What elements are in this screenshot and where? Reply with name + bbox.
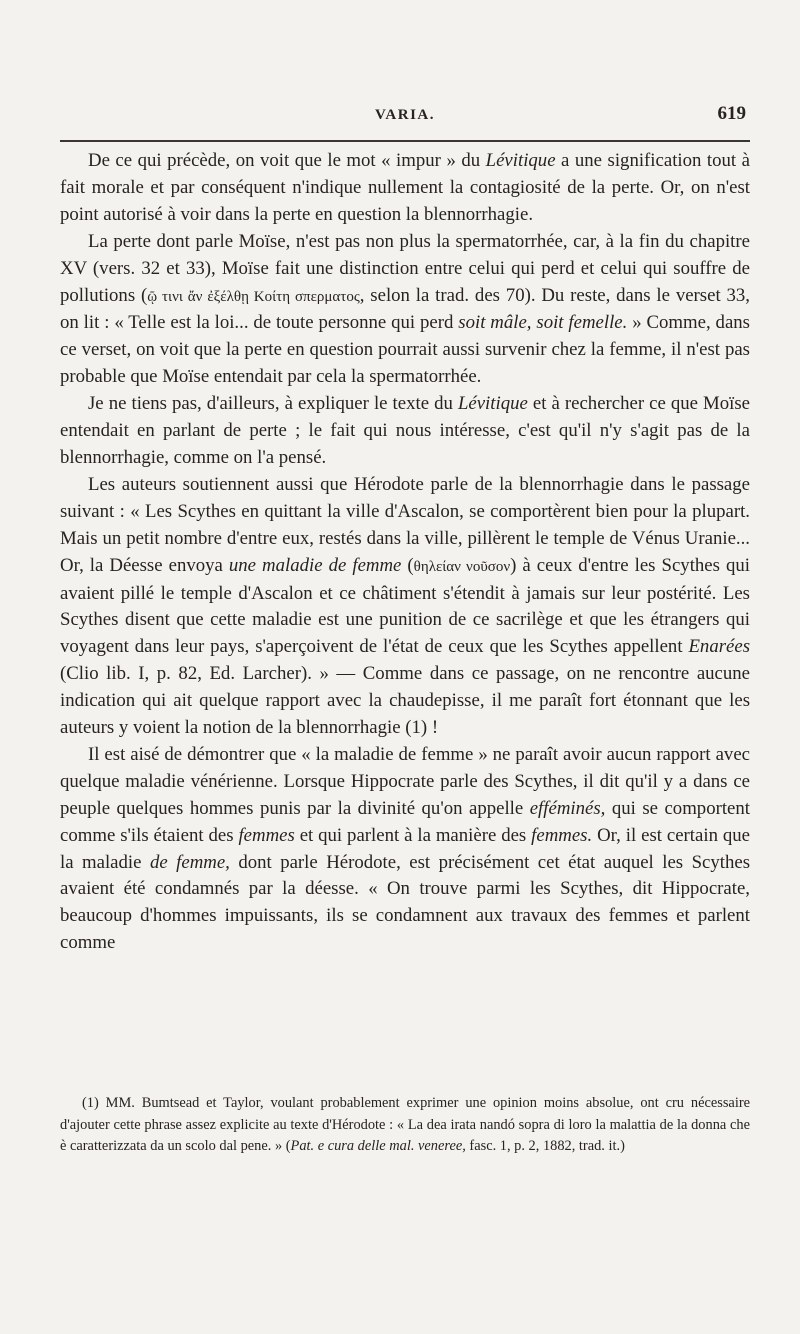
paragraph [60, 229, 750, 391]
text-span: et qui parlent à la manière des [294, 824, 532, 846]
italic-span: efféminés, [529, 797, 606, 819]
text-span: Il est aisé de démontrer que « la maladie de femme » ne paraît avoir aucun rapport avec quelque maladie vénérienne. Lorsque Hippocrate parle des Scythes, il dit qu'il y a dans ce peuple quelques hommes punis par la divinité qu'on appelle [60, 743, 750, 819]
paragraph [60, 742, 750, 957]
text-span: a une signification tout à fait morale et par conséquent n'indique nullement la contagiosité de la perte. Or, on n'est point autorisé à voir dans la perte en question la blennorrhagie. [60, 150, 750, 225]
text-span: dont parle Hérodote, est précisément cet état auquel les Scythes avaient été condamnés par la déesse. « On trouve parmi les Scythes, dit Hippocrate, beaucoup d'hommes impuissants, ils se condamnent aux travaux des femmes et parlent comme [60, 851, 750, 954]
text-span: Je ne tiens pas, d'ailleurs, à expliquer le texte du [88, 393, 458, 415]
italic-span: femmes [238, 824, 295, 846]
text-span: De ce qui précède, on voit que le mot « impur » du [88, 150, 486, 171]
header-rule [60, 140, 750, 142]
text-span: (1) MM. Bumtsead et Taylor, voulant probablement exprimer une opinion moins absolue, ont cru nécessaire d'ajouter cette phrase assez explicite au texte d'Hérodote : « La dea irata nandó sopra di loro la malattia de la donna che è caratterizzata da un scolo dal pene. » ( [60, 1095, 750, 1155]
text-span: » Comme, dans ce verset, on voit que la perte en question pourrait aussi survenir chez la femme, il n'est pas probable que Moïse entendait par cela la spermatorrhée. [60, 312, 750, 388]
italic-span: femmes. [531, 824, 593, 846]
text-span: La perte dont parle Moïse, n'est pas non plus la spermatorrhée, car, à la fin du chapitre XV (vers. 32 et 33), Moïse fait une distinction entre celui qui perd et celui qui souffre de pollutions ( [60, 230, 750, 306]
italic-span: Lévitique [485, 150, 556, 171]
text-span: , selon la trad. des 70). Du reste, dans le verset 33, on lit : « Telle est la loi... de toute personne qui perd [60, 284, 750, 334]
text-span: (Clio lib. I, p. 82, Ed. Larcher). » — Comme dans ce passage, on ne rencontre aucune indication qui ait quelque rapport avec la chaudepisse, il me paraît fort étonnant que les auteurs y voient la notion de la blennorrhagie (1) ! [60, 663, 750, 739]
text-span: Or, il est certain que la maladie [60, 824, 750, 873]
text-span: ( [401, 554, 414, 576]
text-span: Les auteurs soutiennent aussi que Hérodote parle de la blennorrhagie dans le passage suivant : « Les Scythes en quittant la ville d'Ascalon, se comportèrent bien pour la plupart. Mais un petit nombre d'entre eux, restés dans la ville, pillèrent le temple de Vénus Uranie... Or, la Déesse envoya [60, 473, 750, 576]
body-text [60, 148, 750, 957]
greek-span: θηλείαν νοῦσον [413, 558, 511, 575]
footnote-paragraph [60, 1093, 750, 1158]
paragraph [60, 472, 750, 742]
paragraph [60, 391, 750, 472]
greek-span: ῷ τινι ἄν ἐξέλθῃ Κοίτη σπερματος [147, 288, 360, 305]
footnote [60, 1093, 750, 1158]
italic-span: de femme, [149, 851, 230, 873]
italic-span: une maladie de femme [228, 554, 402, 576]
text-span: et à rechercher ce que Moïse entendait en parlant de perte ; le fait qui nous intéresse, c'est qu'il n'y s'agit pas de la blennorrhagie, comme on l'a pensé. [60, 393, 750, 468]
page-header [60, 103, 750, 133]
italic-span: Lévitique [457, 393, 528, 415]
text-span: qui se comportent comme s'ils étaient des [60, 797, 751, 846]
text-span: fasc. 1, p. 2, 1882, trad. it.) [465, 1138, 625, 1155]
paragraph [60, 148, 750, 229]
page-number: 619 [717, 103, 746, 124]
text-span: ) à ceux d'entre les Scythes qui avaient pillé le temple d'Ascalon et ce châtiment s'étendit à jamais sur leur postérité. Les Scythes disent que cette maladie est une punition de ce sacrilège et que les étrangers qui voyagent dans leur pays, s'aperçoivent de l'état de ceux que les Scythes appellent [60, 554, 750, 658]
italic-span: soit mâle, soit femelle. [458, 312, 628, 334]
italic-span: Pat. e cura delle mal. veneree, [290, 1138, 466, 1155]
running-title: VARIA. [375, 107, 435, 123]
italic-span: Enarées [688, 636, 750, 658]
